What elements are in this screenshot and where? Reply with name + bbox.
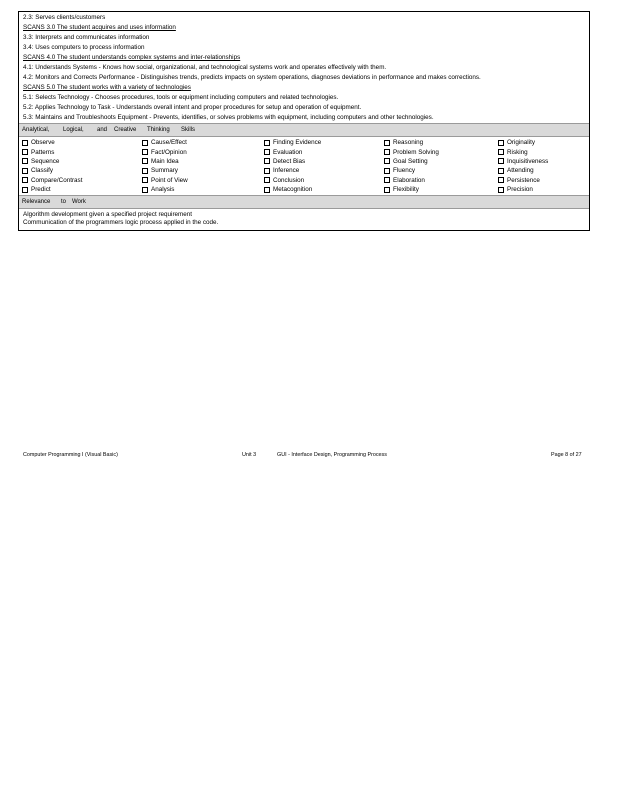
relevance-item-2: Communication of the programmers logic process applied in the code. [23,219,219,226]
standard-4-2: 4.2: Monitors and Corrects Performance - Distinguishes trends, predicts impacts on system operations, diagnoses deviations in performance and makes corrections. [23,74,481,81]
skill-checkbox[interactable]: Persistence [498,176,548,185]
footer-course: Computer Programming I (Visual Basic) [23,452,118,458]
thinking-skills-header-word: Logical, [63,127,84,133]
checkbox-icon[interactable] [498,140,504,146]
skill-checkbox[interactable]: Problem Solving [384,147,439,156]
checkbox-icon[interactable] [384,158,390,164]
checkbox-icon[interactable] [22,187,28,193]
checkbox-icon[interactable] [142,140,148,146]
skill-checkbox[interactable]: Predict [22,185,82,194]
skill-checkbox[interactable]: Sequence [22,157,82,166]
skill-checkbox[interactable]: Evaluation [264,147,321,156]
skills-column-2 [142,138,188,194]
relevance-header-word: Relevance [22,199,51,205]
skill-checkbox[interactable]: Point of View [142,176,188,185]
skill-checkbox[interactable]: Detect Bias [264,157,321,166]
skill-checkbox[interactable]: Goal Setting [384,157,439,166]
scans-4-heading: SCANS 4.0 The student understands complex systems and inter-relationships [23,54,241,61]
skill-checkbox[interactable]: Summary [142,166,188,175]
skill-checkbox[interactable]: Finding Evidence [264,138,321,147]
skill-checkbox[interactable]: Metacognition [264,185,321,194]
checkbox-icon[interactable] [22,140,28,146]
skill-checkbox[interactable]: Originality [498,138,548,147]
checkbox-icon[interactable] [142,168,148,174]
standard-2-3: 2.3: Serves clients/customers [23,14,106,21]
skill-checkbox[interactable]: Conclusion [264,176,321,185]
checkbox-icon[interactable] [22,158,28,164]
skill-checkbox[interactable]: Compare/Contrast [22,176,82,185]
standard-3-4: 3.4: Uses computers to process information [23,44,145,51]
thinking-skills-header-word: Analytical, [22,127,50,133]
thinking-skills-checklist [22,138,588,194]
skill-checkbox[interactable]: Main Idea [142,157,188,166]
thinking-skills-header-word: Skills [181,127,196,133]
thinking-skills-header-word: Creative [114,127,137,133]
checkbox-icon[interactable] [498,149,504,155]
skills-column-3 [264,138,321,194]
standard-5-3: 5.3: Maintains and Troubleshoots Equipment - Prevents, identifies, or solves problems with equipment, including computers and other technologies. [23,114,434,121]
relevance-item-1: Algorithm development given a specified project requirement [23,211,193,218]
skill-checkbox[interactable]: Inference [264,166,321,175]
skill-checkbox[interactable]: Classify [22,166,82,175]
checkbox-icon[interactable] [384,149,390,155]
skill-checkbox[interactable]: Precision [498,185,548,194]
thinking-skills-header-word: Thinking [147,127,170,133]
standard-5-2: 5.2: Applies Technology to Task - Understands overall intent and proper procedures for setup and operation of equipment. [23,104,362,111]
checkbox-icon[interactable] [498,158,504,164]
checkbox-icon[interactable] [384,177,390,183]
checkbox-icon[interactable] [384,168,390,174]
skill-checkbox[interactable]: Risking [498,147,548,156]
scans-5-heading: SCANS 5.0 The student works with a variety of technologies [23,84,191,91]
checkbox-icon[interactable] [142,177,148,183]
checkbox-icon[interactable] [264,177,270,183]
checkbox-icon[interactable] [498,177,504,183]
skill-checkbox[interactable]: Patterns [22,147,82,156]
checkbox-icon[interactable] [22,149,28,155]
skills-column-1 [22,138,82,194]
checkbox-icon[interactable] [22,168,28,174]
skill-checkbox[interactable]: Flexibility [384,185,439,194]
skill-checkbox[interactable]: Fact/Opinion [142,147,188,156]
footer-page-number: Page 8 of 27 [551,452,582,458]
standard-5-1: 5.1: Selects Technology - Chooses procedures, tools or equipment including computers and related technologies. [23,94,339,101]
skill-checkbox[interactable]: Observe [22,138,82,147]
checkbox-icon[interactable] [264,149,270,155]
standards-table [18,11,590,231]
checkbox-icon[interactable] [498,187,504,193]
checkbox-icon[interactable] [264,187,270,193]
skill-checkbox[interactable]: Fluency [384,166,439,175]
checkbox-icon[interactable] [264,140,270,146]
standard-3-3: 3.3: Interprets and communicates information [23,34,150,41]
checkbox-icon[interactable] [264,158,270,164]
relevance-header-word: Work [72,199,86,205]
footer-unit: Unit 3 [242,452,257,458]
skill-checkbox[interactable]: Reasoning [384,138,439,147]
checkbox-icon[interactable] [264,168,270,174]
checkbox-icon[interactable] [384,187,390,193]
checkbox-icon[interactable] [22,177,28,183]
skill-checkbox[interactable]: Elaboration [384,176,439,185]
scans-3-heading: SCANS 3.0 The student acquires and uses information [23,24,176,31]
checkbox-icon[interactable] [142,149,148,155]
thinking-skills-header [19,123,589,137]
relevance-header [19,195,589,209]
relevance-header-word: to [61,199,67,205]
thinking-skills-header-word: and [97,127,108,133]
skill-checkbox[interactable]: Analysis [142,185,188,194]
standard-4-1: 4.1: Understands Systems - Knows how social, organizational, and technological systems work and operates effectively with them. [23,64,387,71]
checkbox-icon[interactable] [498,168,504,174]
skill-checkbox[interactable]: Cause/Effect [142,138,188,147]
checkbox-icon[interactable] [142,187,148,193]
skill-checkbox[interactable]: Inquisitiveness [498,157,548,166]
checkbox-icon[interactable] [142,158,148,164]
skill-checkbox[interactable]: Attending [498,166,548,175]
footer-topic: GUI - Interface Design, Programming Process [277,452,387,458]
skills-column-5 [498,138,548,194]
checkbox-icon[interactable] [384,140,390,146]
skills-column-4 [384,138,439,194]
